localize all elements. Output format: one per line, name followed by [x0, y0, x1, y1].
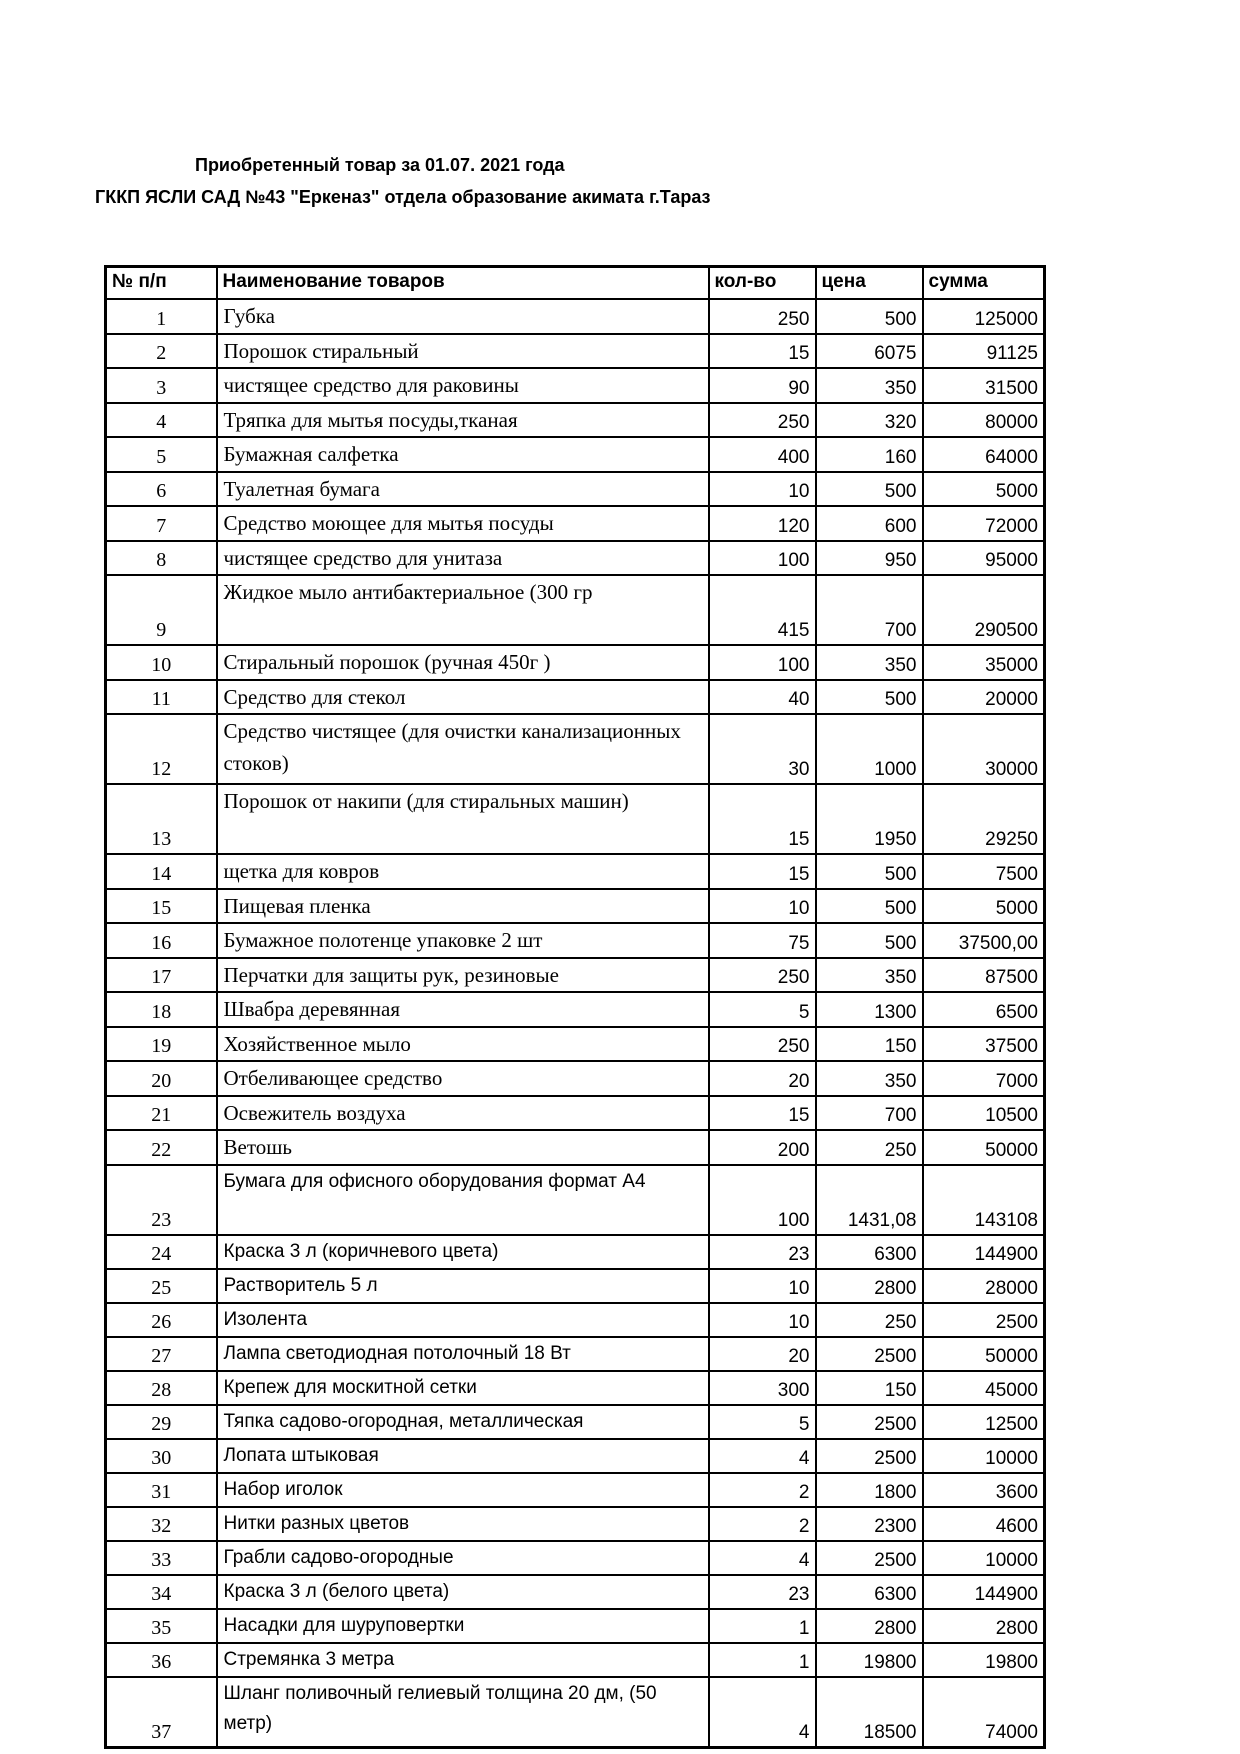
item-qty-cell: 1: [709, 1609, 816, 1643]
item-sum-cell: 50000: [923, 1130, 1045, 1165]
item-price-cell: 600: [816, 506, 923, 541]
item-sum-cell: 143108: [923, 1165, 1045, 1235]
item-price-cell: 500: [816, 889, 923, 924]
row-number-cell: 18: [106, 992, 217, 1027]
item-price-cell: 320: [816, 403, 923, 438]
table-row: [106, 854, 1045, 889]
item-sum-cell: 10000: [923, 1439, 1045, 1473]
item-price-cell: 250: [816, 1303, 923, 1337]
row-number-cell: 7: [106, 506, 217, 541]
row-number-cell: 16: [106, 923, 217, 958]
item-qty-cell: 415: [709, 575, 816, 645]
item-name-cell: Краска 3 л (белого цвета): [217, 1575, 709, 1609]
table-row: [106, 923, 1045, 958]
table-row: [106, 1677, 1045, 1748]
item-price-cell: 1950: [816, 784, 923, 854]
item-price-cell: 700: [816, 1096, 923, 1131]
item-price-cell: 500: [816, 854, 923, 889]
row-number-cell: 20: [106, 1061, 217, 1096]
table-row: [106, 1371, 1045, 1405]
item-qty-cell: 2: [709, 1473, 816, 1507]
header-cell-price: цена: [816, 267, 923, 300]
table-row: [106, 889, 1045, 924]
item-sum-cell: 28000: [923, 1269, 1045, 1303]
item-name-cell: Стиральный порошок (ручная 450г ): [217, 645, 709, 680]
row-number-cell: 6: [106, 472, 217, 507]
item-price-cell: 18500: [816, 1677, 923, 1748]
item-qty-cell: 5: [709, 1405, 816, 1439]
item-sum-cell: 64000: [923, 437, 1045, 472]
item-name-cell: Порошок стиральный: [217, 334, 709, 369]
item-qty-cell: 100: [709, 645, 816, 680]
table-row: [106, 680, 1045, 715]
item-name-cell: Краска 3 л (коричневого цвета): [217, 1235, 709, 1269]
item-qty-cell: 10: [709, 1303, 816, 1337]
item-sum-cell: 2500: [923, 1303, 1045, 1337]
item-qty-cell: 1: [709, 1643, 816, 1677]
item-price-cell: 6300: [816, 1235, 923, 1269]
item-name-cell: Растворитель 5 л: [217, 1269, 709, 1303]
table-row: [106, 541, 1045, 576]
item-name-cell: Насадки для шуруповертки: [217, 1609, 709, 1643]
table-row: [106, 334, 1045, 369]
item-name-cell: Хозяйственное мыло: [217, 1027, 709, 1062]
table-row: [106, 1235, 1045, 1269]
table-row: [106, 1575, 1045, 1609]
table-row: [106, 992, 1045, 1027]
row-number-cell: 25: [106, 1269, 217, 1303]
row-number-cell: 10: [106, 645, 217, 680]
table-row: [106, 714, 1045, 784]
row-number-cell: 27: [106, 1337, 217, 1371]
row-number-cell: 5: [106, 437, 217, 472]
item-qty-cell: 400: [709, 437, 816, 472]
header-cell-qty: кол-во: [709, 267, 816, 300]
document-title-block: [95, 150, 711, 213]
item-name-cell: Грабли садово-огородные: [217, 1541, 709, 1575]
item-price-cell: 2500: [816, 1439, 923, 1473]
item-sum-cell: 3600: [923, 1473, 1045, 1507]
item-name-cell: чистящее средство для раковины: [217, 368, 709, 403]
item-sum-cell: 19800: [923, 1643, 1045, 1677]
item-sum-cell: 144900: [923, 1235, 1045, 1269]
item-qty-cell: 20: [709, 1061, 816, 1096]
item-price-cell: 160: [816, 437, 923, 472]
item-price-cell: 2800: [816, 1609, 923, 1643]
table-row: [106, 472, 1045, 507]
item-sum-cell: 37500,00: [923, 923, 1045, 958]
item-qty-cell: 120: [709, 506, 816, 541]
item-sum-cell: 37500: [923, 1027, 1045, 1062]
row-number-cell: 23: [106, 1165, 217, 1235]
row-number-cell: 37: [106, 1677, 217, 1748]
table-row: [106, 1303, 1045, 1337]
goods-table-header: [106, 267, 1045, 300]
item-qty-cell: 75: [709, 923, 816, 958]
row-number-cell: 8: [106, 541, 217, 576]
item-qty-cell: 15: [709, 784, 816, 854]
item-sum-cell: 72000: [923, 506, 1045, 541]
item-price-cell: 250: [816, 1130, 923, 1165]
document-title-line2: ГККП ЯСЛИ САД №43 "Еркеназ" отдела образование акимата г.Тараз: [95, 186, 711, 207]
item-sum-cell: 7500: [923, 854, 1045, 889]
row-number-cell: 9: [106, 575, 217, 645]
table-row: [106, 506, 1045, 541]
item-name-cell: Средство моющее для мытья посуды: [217, 506, 709, 541]
item-sum-cell: 2800: [923, 1609, 1045, 1643]
item-price-cell: 1000: [816, 714, 923, 784]
item-price-cell: 2800: [816, 1269, 923, 1303]
item-price-cell: 950: [816, 541, 923, 576]
row-number-cell: 4: [106, 403, 217, 438]
table-row: [106, 403, 1045, 438]
item-name-cell: Освежитель воздуха: [217, 1096, 709, 1131]
item-name-cell: Тяпка садово-огородная, металлическая: [217, 1405, 709, 1439]
item-price-cell: 1300: [816, 992, 923, 1027]
row-number-cell: 2: [106, 334, 217, 369]
item-qty-cell: 15: [709, 1096, 816, 1131]
row-number-cell: 35: [106, 1609, 217, 1643]
item-sum-cell: 7000: [923, 1061, 1045, 1096]
header-cell-num: № п/п: [106, 267, 217, 300]
row-number-cell: 26: [106, 1303, 217, 1337]
row-number-cell: 33: [106, 1541, 217, 1575]
item-price-cell: 350: [816, 1061, 923, 1096]
row-number-cell: 14: [106, 854, 217, 889]
header-cell-name: Наименование товаров: [217, 267, 709, 300]
item-price-cell: 150: [816, 1027, 923, 1062]
goods-table: [104, 265, 1046, 1749]
table-row: [106, 299, 1045, 334]
item-qty-cell: 2: [709, 1507, 816, 1541]
item-name-cell: Пищевая пленка: [217, 889, 709, 924]
item-price-cell: 1800: [816, 1473, 923, 1507]
item-price-cell: 19800: [816, 1643, 923, 1677]
item-sum-cell: 10500: [923, 1096, 1045, 1131]
table-row: [106, 1061, 1045, 1096]
item-qty-cell: 23: [709, 1235, 816, 1269]
row-number-cell: 30: [106, 1439, 217, 1473]
item-name-cell: Средство чистящее (для очистки канализационных стоков): [217, 714, 709, 784]
item-qty-cell: 15: [709, 334, 816, 369]
goods-table-body: [106, 299, 1045, 1747]
item-qty-cell: 40: [709, 680, 816, 715]
item-qty-cell: 250: [709, 1027, 816, 1062]
item-name-cell: Порошок от накипи (для стиральных машин): [217, 784, 709, 854]
table-row: [106, 1337, 1045, 1371]
item-qty-cell: 250: [709, 403, 816, 438]
header-row: [106, 267, 1045, 300]
table-row: [106, 368, 1045, 403]
table-row: [106, 784, 1045, 854]
item-name-cell: Нитки разных цветов: [217, 1507, 709, 1541]
item-price-cell: 350: [816, 958, 923, 993]
item-price-cell: 2300: [816, 1507, 923, 1541]
item-sum-cell: 12500: [923, 1405, 1045, 1439]
row-number-cell: 22: [106, 1130, 217, 1165]
item-name-cell: Бумажное полотенце упаковке 2 шт: [217, 923, 709, 958]
item-sum-cell: 6500: [923, 992, 1045, 1027]
table-row: [106, 1643, 1045, 1677]
table-row: [106, 1541, 1045, 1575]
row-number-cell: 24: [106, 1235, 217, 1269]
table-row: [106, 1096, 1045, 1131]
item-sum-cell: 20000: [923, 680, 1045, 715]
item-name-cell: Лампа светодиодная потолочный 18 Вт: [217, 1337, 709, 1371]
item-sum-cell: 144900: [923, 1575, 1045, 1609]
item-sum-cell: 290500: [923, 575, 1045, 645]
item-name-cell: Крепеж для москитной сетки: [217, 1371, 709, 1405]
table-row: [106, 1609, 1045, 1643]
table-row: [106, 958, 1045, 993]
item-qty-cell: 10: [709, 1269, 816, 1303]
table-row: [106, 437, 1045, 472]
row-number-cell: 32: [106, 1507, 217, 1541]
row-number-cell: 1: [106, 299, 217, 334]
item-price-cell: 2500: [816, 1337, 923, 1371]
row-number-cell: 12: [106, 714, 217, 784]
table-row: [106, 1269, 1045, 1303]
item-qty-cell: 15: [709, 854, 816, 889]
item-price-cell: 6300: [816, 1575, 923, 1609]
item-price-cell: 500: [816, 923, 923, 958]
item-name-cell: Средство для стекол: [217, 680, 709, 715]
item-qty-cell: 23: [709, 1575, 816, 1609]
row-number-cell: 3: [106, 368, 217, 403]
item-price-cell: 700: [816, 575, 923, 645]
table-row: [106, 1130, 1045, 1165]
item-name-cell: Швабра деревянная: [217, 992, 709, 1027]
item-name-cell: Отбеливающее средство: [217, 1061, 709, 1096]
item-name-cell: Туалетная бумага: [217, 472, 709, 507]
item-sum-cell: 5000: [923, 472, 1045, 507]
item-name-cell: Жидкое мыло антибактериальное (300 гр: [217, 575, 709, 645]
row-number-cell: 31: [106, 1473, 217, 1507]
item-name-cell: Стремянка 3 метра: [217, 1643, 709, 1677]
row-number-cell: 36: [106, 1643, 217, 1677]
item-sum-cell: 74000: [923, 1677, 1045, 1748]
item-name-cell: Лопата штыковая: [217, 1439, 709, 1473]
table-row: [106, 1405, 1045, 1439]
item-sum-cell: 125000: [923, 299, 1045, 334]
item-qty-cell: 300: [709, 1371, 816, 1405]
item-price-cell: 6075: [816, 334, 923, 369]
item-sum-cell: 31500: [923, 368, 1045, 403]
item-qty-cell: 30: [709, 714, 816, 784]
row-number-cell: 17: [106, 958, 217, 993]
item-name-cell: щетка для ковров: [217, 854, 709, 889]
item-sum-cell: 5000: [923, 889, 1045, 924]
item-sum-cell: 91125: [923, 334, 1045, 369]
item-sum-cell: 30000: [923, 714, 1045, 784]
row-number-cell: 21: [106, 1096, 217, 1131]
row-number-cell: 34: [106, 1575, 217, 1609]
header-cell-sum: сумма: [923, 267, 1045, 300]
item-sum-cell: 45000: [923, 1371, 1045, 1405]
item-name-cell: чистящее средство для унитаза: [217, 541, 709, 576]
item-qty-cell: 10: [709, 472, 816, 507]
item-sum-cell: 50000: [923, 1337, 1045, 1371]
item-sum-cell: 95000: [923, 541, 1045, 576]
row-number-cell: 11: [106, 680, 217, 715]
item-name-cell: Бумага для офисного оборудования формат А4: [217, 1165, 709, 1235]
item-sum-cell: 10000: [923, 1541, 1045, 1575]
item-name-cell: Шланг поливочный гелиевый толщина 20 дм, (50 метр): [217, 1677, 709, 1748]
item-qty-cell: 5: [709, 992, 816, 1027]
item-price-cell: 500: [816, 680, 923, 715]
row-number-cell: 29: [106, 1405, 217, 1439]
item-name-cell: Изолента: [217, 1303, 709, 1337]
row-number-cell: 13: [106, 784, 217, 854]
item-sum-cell: 35000: [923, 645, 1045, 680]
item-qty-cell: 100: [709, 541, 816, 576]
item-qty-cell: 4: [709, 1677, 816, 1748]
item-price-cell: 2500: [816, 1405, 923, 1439]
item-name-cell: Перчатки для защиты рук, резиновые: [217, 958, 709, 993]
item-price-cell: 150: [816, 1371, 923, 1405]
item-qty-cell: 100: [709, 1165, 816, 1235]
item-qty-cell: 250: [709, 958, 816, 993]
item-name-cell: Губка: [217, 299, 709, 334]
item-name-cell: Ветошь: [217, 1130, 709, 1165]
item-sum-cell: 80000: [923, 403, 1045, 438]
item-sum-cell: 87500: [923, 958, 1045, 993]
row-number-cell: 19: [106, 1027, 217, 1062]
table-row: [106, 1439, 1045, 1473]
table-row: [106, 1473, 1045, 1507]
item-sum-cell: 4600: [923, 1507, 1045, 1541]
item-price-cell: 350: [816, 645, 923, 680]
table-row: [106, 575, 1045, 645]
item-price-cell: 500: [816, 299, 923, 334]
item-qty-cell: 4: [709, 1541, 816, 1575]
item-sum-cell: 29250: [923, 784, 1045, 854]
item-price-cell: 350: [816, 368, 923, 403]
table-row: [106, 645, 1045, 680]
item-name-cell: Тряпка для мытья посуды,тканая: [217, 403, 709, 438]
item-qty-cell: 20: [709, 1337, 816, 1371]
table-row: [106, 1027, 1045, 1062]
item-name-cell: Бумажная салфетка: [217, 437, 709, 472]
item-qty-cell: 90: [709, 368, 816, 403]
item-qty-cell: 4: [709, 1439, 816, 1473]
table-row: [106, 1507, 1045, 1541]
row-number-cell: 28: [106, 1371, 217, 1405]
item-price-cell: 2500: [816, 1541, 923, 1575]
item-price-cell: 1431,08: [816, 1165, 923, 1235]
item-name-cell: Набор иголок: [217, 1473, 709, 1507]
item-qty-cell: 10: [709, 889, 816, 924]
item-price-cell: 500: [816, 472, 923, 507]
item-qty-cell: 250: [709, 299, 816, 334]
document-title-line1: Приобретенный товар за 01.07. 2021 года: [195, 155, 565, 175]
item-qty-cell: 200: [709, 1130, 816, 1165]
row-number-cell: 15: [106, 889, 217, 924]
table-row: [106, 1165, 1045, 1235]
